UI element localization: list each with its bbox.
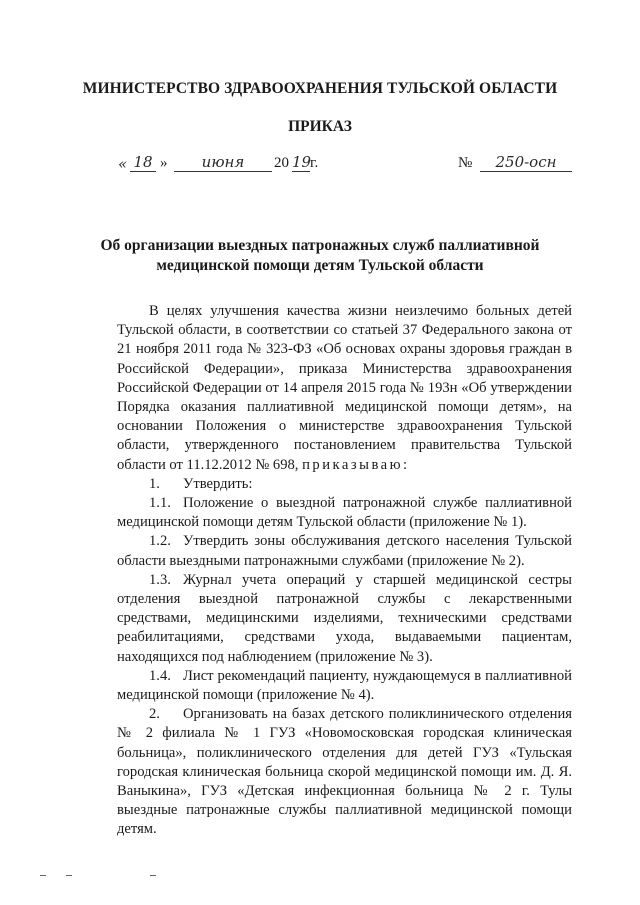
item-1-4 [117, 667, 572, 705]
item-number: 1. [149, 475, 160, 492]
item-text: Утвердить зоны обслуживания детского населения Тульской области выездными патронажными службами (приложение № 2). [117, 533, 572, 569]
subject-line-2: медицинской помощи детям Тульской области [156, 257, 484, 274]
item-number: 1.3. [149, 571, 171, 588]
item-1-1 [117, 494, 572, 532]
item-text: Утвердить: [183, 475, 253, 492]
item-1 [117, 475, 572, 494]
date-year-suffix: 19 [292, 153, 312, 171]
item-1-3 [117, 571, 572, 667]
item-1-2 [117, 532, 572, 570]
order-number-label: № [458, 155, 473, 171]
scan-mark [40, 875, 46, 876]
intro-paragraph [117, 302, 572, 475]
item-number: 1.2. [149, 533, 171, 550]
date-month: июня [174, 153, 272, 172]
intro-text: В целях улучшения качества жизни неизлечимо больных детей Тульской области, в соответствии со статьей 37 Федерального закона от 21 ноября 2011 года № 323-ФЗ «Об основах охраны здоровья граждан в Российской Федерации», приказа Министерства здравоохранения Российской Федерации от 14 апреля 2015 года № 193н «Об утверждении Порядка оказания паллиативной медицинской помощи детям», на основании Положения о министерстве здравоохранения Тульской области, утвержденного постановлением правительства Тульской области от 11.12.2012 № 698, [117, 303, 572, 473]
date-open-quote: « [118, 155, 128, 173]
item-number: 1.4. [149, 667, 171, 684]
order-subject [60, 236, 580, 276]
date-year-prefix: 20 [274, 155, 289, 171]
date-year-label: г. [310, 155, 319, 171]
item-text: Журнал учета операций у старшей медицинской сестры отделения выездной патронажной службы с лекарственными средствами, медицинскими изделиями, техническими средствами реабилитациями, средствами ухода, выдаваемыми пациентам, находящихся под наблюдением (приложение № 3). [117, 571, 572, 665]
item-number: 2. [149, 706, 160, 723]
order-body [117, 302, 572, 840]
ministry-title: МИНИСТЕРСТВО ЗДРАВООХРАНЕНИЯ ТУЛЬСКОЙ ОБЛАСТИ [82, 80, 558, 97]
item-2 [117, 705, 572, 839]
item-text: Лист рекомендаций пациенту, нуждающемуся в паллиативной медицинской помощи (приложение № 4). [117, 667, 572, 704]
scan-mark [66, 875, 72, 876]
item-number: 1.1. [149, 495, 171, 512]
date-close-quote: » [160, 155, 168, 171]
scan-marks [0, 875, 640, 895]
date-number-line [118, 153, 588, 177]
order-number: 250-осн [480, 153, 572, 172]
subject-line-1: Об организации выездных патронажных служб паллиативной [100, 237, 540, 254]
order-word: приказываю: [302, 456, 410, 473]
date-day: 18 [130, 153, 156, 172]
document-type: ПРИКАЗ [288, 118, 352, 135]
item-text: Организовать на базах детского поликлинического отделения № 2 филиала № 1 ГУЗ «Новомосковская городская клиническая больница», поликлинического отделения для детей ГУЗ «Тульская городская клиническая больница скорой медицинской помощи им. Д. Я. Ваныкина», ГУЗ «Детская инфекционная больница № 2 г. Тулы выездные патронажные службы паллиативной медицинской помощи детям. [117, 706, 572, 838]
scan-mark [150, 875, 156, 876]
item-text: Положение о выездной патронажной службе паллиативной медицинской помощи детям Тульской области (приложение № 1). [117, 495, 572, 531]
